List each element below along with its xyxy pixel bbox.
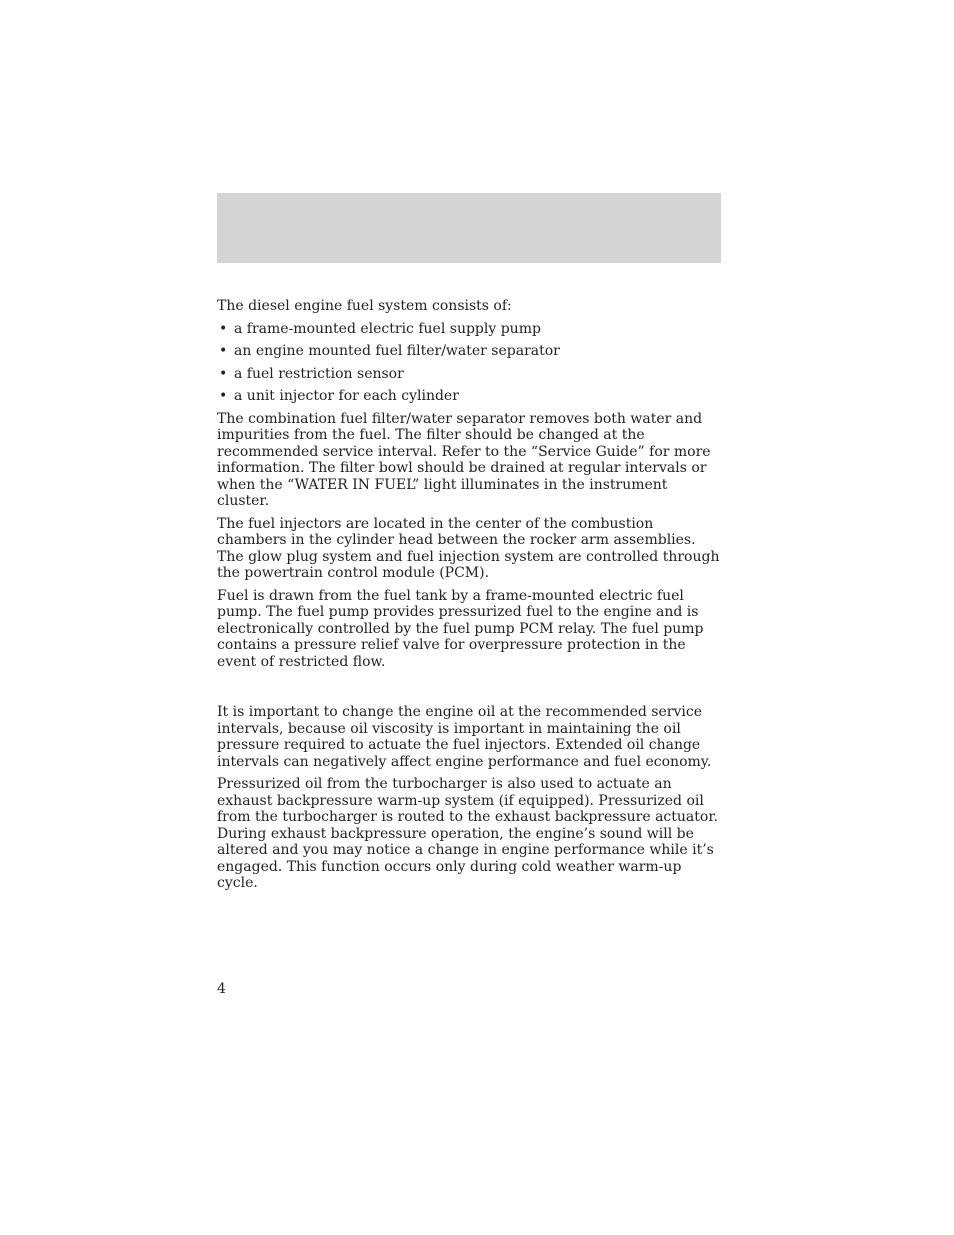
engine-oil-paragraph: It is important to change the engine oil at the recommended service intervals, because oil viscosity is important in maintaining the oil pressure required to actuate the fuel injectors. Extended oil change intervals can negatively affect engine performance and fuel economy. bbox=[217, 704, 712, 770]
section-gap bbox=[217, 676, 722, 704]
fuel-pump-paragraph: Fuel is drawn from the fuel tank by a frame-mounted electric fuel pump. The fuel pump provides pressurized fuel to the engine and is electronically controlled by the fuel pump PCM relay. The fuel pump contains a pressure relief valve for overpressure protection in the event of restricted flow. bbox=[217, 587, 704, 670]
exhaust-backpressure-paragraph: Pressurized oil from the turbocharger is also used to actuate an exhaust backpressure warm-up system (if equipped). Pressurized oil from the turbocharger is routed to the exhaust backpressure actuator. During exhaust backpressure operation, the engine’s sound will be altered and you may notice a change in engine performance while it’s engaged. This function occurs only during cold weather warm-up cycle. bbox=[217, 776, 718, 891]
fuel-filter-paragraph: The combination fuel filter/water separator removes both water and impurities from the fuel. The filter should be changed at the recommended service interval. Refer to the “Service Guide” for more information. The filter bowl should be drained at regular intervals or when the “WATER IN FUEL” light illuminates in the instrument cluster. bbox=[217, 410, 711, 509]
list-item: • a unit injector for each cylinder bbox=[217, 388, 722, 405]
list-item: • a fuel restriction sensor bbox=[217, 366, 722, 383]
section-header-band bbox=[217, 193, 721, 263]
list-item: • a frame-mounted electric fuel supply pump bbox=[217, 321, 722, 338]
page-number: 4 bbox=[217, 981, 226, 997]
list-item: • an engine mounted fuel filter/water separator bbox=[217, 343, 722, 360]
page-body bbox=[217, 298, 722, 898]
fuel-system-intro: The diesel engine fuel system consists of: bbox=[217, 298, 512, 314]
fuel-injectors-paragraph: The fuel injectors are located in the center of the combustion chambers in the cylinder head between the rocker arm assemblies. The glow plug system and fuel injection system are controlled through the powertrain control module (PCM). bbox=[217, 515, 720, 581]
fuel-system-components-list bbox=[217, 321, 722, 405]
